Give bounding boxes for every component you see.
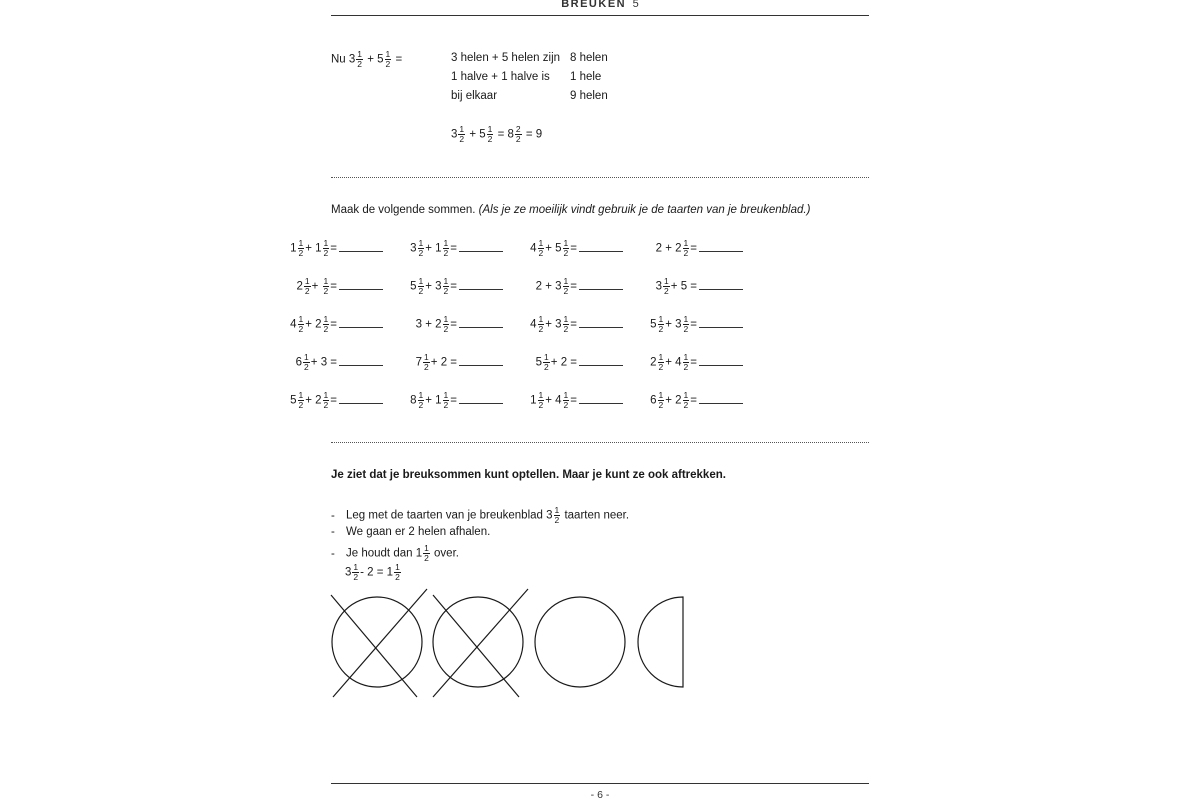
exercise-item: 5 $\frac{1}{2}$ + 2 = (518, 353, 623, 372)
answer-blank[interactable] (339, 289, 383, 290)
answer-blank[interactable] (579, 403, 623, 404)
answer-blank[interactable] (339, 327, 383, 328)
footer-rule (331, 783, 869, 784)
exercise-item: 6 $\frac{1}{2}$ + 2 $\frac{1}{2}$ = (638, 391, 743, 410)
answer-blank[interactable] (579, 327, 623, 328)
exercise-item: 5 $\frac{1}{2}$ + 3 $\frac{1}{2}$ = (638, 315, 743, 334)
answer-blank[interactable] (579, 289, 623, 290)
answer-blank[interactable] (339, 251, 383, 252)
answer-blank[interactable] (459, 365, 503, 366)
answer-blank[interactable] (459, 327, 503, 328)
subtraction-heading: Je ziet dat je breuksommen kunt optellen. Maar je kunt ze ook aftrekken. (331, 469, 726, 481)
answer-blank[interactable] (699, 365, 743, 366)
exercise-item: 2 + 2 $\frac{1}{2}$ = (638, 239, 743, 258)
answer-blank[interactable] (699, 403, 743, 404)
bullet-2: - We gaan er 2 helen afhalen. (331, 526, 491, 538)
answer-blank[interactable] (699, 289, 743, 290)
chapter-title: BREUKEN (561, 0, 627, 10)
exercise-item: 1 $\frac{1}{2}$ + 1 $\frac{1}{2}$ = (278, 239, 383, 258)
bullet-3: - Je houdt dan 1 $\frac{1}{2}$ over. (331, 543, 459, 563)
exercise-item: 4 $\frac{1}{2}$ + 3 $\frac{1}{2}$ = (518, 315, 623, 334)
answer-blank[interactable] (339, 365, 383, 366)
answer-blank[interactable] (459, 251, 503, 252)
instruction-note: (Als je ze moeilijk vindt gebruik je de taarten van je breukenblad.) (478, 204, 811, 216)
page-header (0, 0, 1200, 10)
exercise-item: 4 $\frac{1}{2}$ + 5 $\frac{1}{2}$ = (518, 239, 623, 258)
exercise-item: 2 $\frac{1}{2}$ + 4 $\frac{1}{2}$ = (638, 353, 743, 372)
exercise-item: 5 $\frac{1}{2}$ + 2 $\frac{1}{2}$ = (278, 391, 383, 410)
instruction (331, 204, 810, 216)
exercise-item: 1 $\frac{1}{2}$ + 4 $\frac{1}{2}$ = (518, 391, 623, 410)
answer-blank[interactable] (699, 327, 743, 328)
whole-pie (535, 597, 625, 687)
page-number: - 6 - (590, 789, 610, 801)
instruction-lead: Maak de volgende sommen. (331, 204, 476, 216)
example-expression: Nu 3 $\frac{1}{2}$ + 5 $\frac{1}{2}$ = (331, 49, 403, 69)
example-step-1-right: 8 helen (570, 52, 608, 64)
chapter-number: 5 (632, 0, 639, 10)
exercise-item: 2 $\frac{1}{2}$ + $\frac{1}{2}$ = (278, 277, 383, 296)
answer-blank[interactable] (579, 365, 623, 366)
answer-blank[interactable] (699, 251, 743, 252)
exercise-item: 3 $\frac{1}{2}$ + 5 = (638, 277, 743, 296)
example-result: 3 $\frac{1}{2}$ + 5 $\frac{1}{2}$ = 8 $\frac{2}{2}$ = 9 (451, 124, 543, 144)
answer-blank[interactable] (339, 403, 383, 404)
bullet-1: - Leg met de taarten van je breukenblad 3 $\frac{1}{2}$ taarten neer. (331, 505, 630, 525)
example-prefix: Nu (331, 53, 346, 66)
example-step-2-right: 1 hele (570, 71, 602, 83)
example-step-2-left: 1 halve + 1 halve is (451, 71, 550, 83)
answer-blank[interactable] (579, 251, 623, 252)
example-step-1-left: 3 helen + 5 helen zijn (451, 52, 561, 64)
exercise-item: 8 $\frac{1}{2}$ + 1 $\frac{1}{2}$ = (398, 391, 503, 410)
header-rule (331, 15, 869, 16)
fraction-half: $\frac{1}{2}$ (357, 49, 363, 69)
section-divider-2 (331, 442, 869, 443)
answer-blank[interactable] (459, 289, 503, 290)
example-step-3-left: bij elkaar (451, 90, 498, 102)
exercise-item: 3 + 2 $\frac{1}{2}$ = (398, 315, 503, 334)
answer-blank[interactable] (459, 403, 503, 404)
exercise-item: 3 $\frac{1}{2}$ + 1 $\frac{1}{2}$ = (398, 239, 503, 258)
exercise-item: 6 $\frac{1}{2}$ + 3 = (278, 353, 383, 372)
exercise-item: 5 $\frac{1}{2}$ + 3 $\frac{1}{2}$ = (398, 277, 503, 296)
pies-illustration (325, 585, 695, 705)
exercise-item: 4 $\frac{1}{2}$ + 2 $\frac{1}{2}$ = (278, 315, 383, 334)
exercise-item: 2 + 3 $\frac{1}{2}$ = (518, 277, 623, 296)
fraction-half: $\frac{1}{2}$ (385, 49, 391, 69)
example-step-3-right: 9 helen (570, 90, 608, 102)
section-divider-1 (331, 177, 869, 178)
subtraction-equation: 3 $\frac{1}{2}$ - 2 = 1 $\frac{1}{2}$ (345, 562, 400, 582)
exercise-item: 7 $\frac{1}{2}$ + 2 = (398, 353, 503, 372)
half-pie (638, 597, 683, 687)
